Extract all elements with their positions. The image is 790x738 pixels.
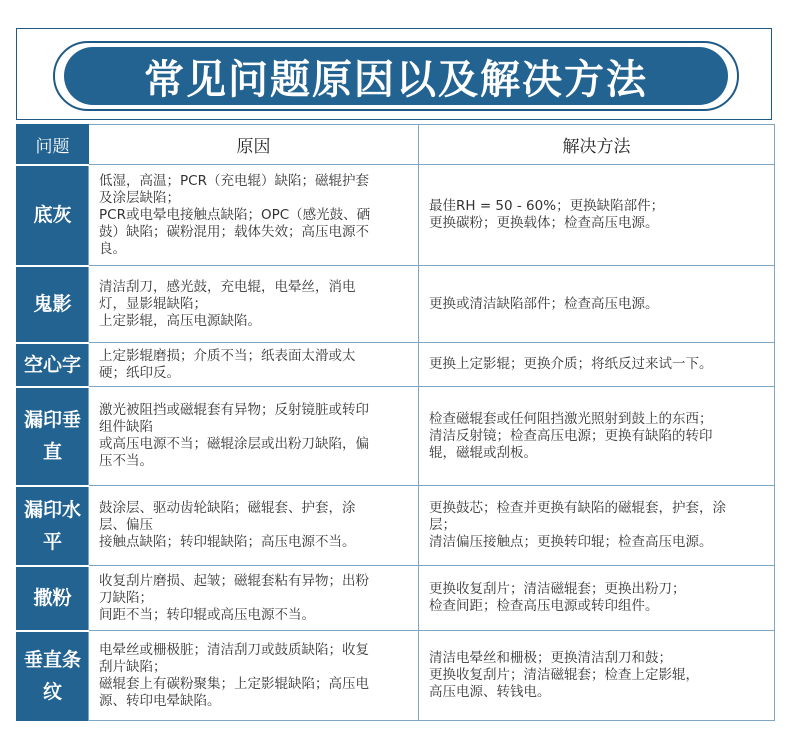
solution-cell-line: 更换鼓芯；检查并更换有缺陷的磁辊套，护套，涂	[429, 500, 726, 516]
problem-label-line: 垂直	[23, 649, 62, 671]
cause-cell-line: 灯，显影辊缺陷；	[99, 295, 207, 312]
table-row	[17, 165, 775, 266]
cause-cell-line: 及涂层缺陷；	[99, 189, 180, 206]
solution-cell-line: 更换收复刮片；清洁磁辊套；检查上定影辊，	[429, 667, 699, 683]
table-row	[17, 631, 775, 721]
table-row	[17, 566, 775, 631]
solution-cell-line: 检查间距；检查高压电源或转印组件。	[429, 598, 659, 614]
problem-label-line: 水平	[42, 498, 82, 553]
solution-cell-line: 最佳RH = 50 - 60%；更换缺陷部件；	[429, 198, 665, 214]
cause-cell-line: PCR或电晕电接触点缺陷；OPC（感光鼓、硒	[99, 206, 371, 223]
problem-label-line: 空心字	[23, 353, 81, 376]
solution-cell	[419, 566, 775, 631]
problem-label	[17, 165, 89, 266]
problem-label-line: 漏印	[23, 498, 62, 521]
problem-label	[17, 566, 89, 631]
cause-cell	[89, 486, 419, 566]
cause-cell-line: 刮片缺陷；	[99, 658, 167, 675]
solution-cell-line: 清洁电晕丝和栅极；更换清洁刮刀和鼓；	[429, 650, 672, 666]
cause-cell	[89, 266, 419, 343]
cause-cell-line: 组件缺陷	[99, 419, 153, 435]
header-cause: 原因	[89, 125, 419, 165]
solution-cell-line: 检查磁辊套或任何阻挡激光照射到鼓上的东西；	[429, 410, 713, 427]
cause-cell-line: 或高压电源不当；磁辊涂层或出粉刀缺陷，偏	[99, 436, 369, 452]
solution-cell-line: 更换碳粉；更换载体；检查高压电源。	[429, 215, 659, 231]
problem-label-line: 垂直	[42, 409, 82, 463]
cause-cell-line: 上定影辊磨损；介质不当；纸表面太滑或太	[99, 347, 356, 364]
problem-label-line: 底灰	[33, 204, 72, 226]
cause-cell-line: 收复刮片磨损、起皱；磁辊套粘有异物；出粉	[99, 572, 369, 589]
problem-label	[17, 266, 89, 343]
header-problem: 问题	[17, 125, 89, 165]
cause-cell-line: 良。	[99, 240, 126, 257]
solution-cell-line: 更换或清洁缺陷部件；检查高压电源。	[429, 295, 659, 312]
table-row	[17, 387, 775, 486]
solution-cell	[419, 165, 775, 266]
solution-cell-line: 清洁偏压接触点；更换转印辊；检查高压电源。	[429, 534, 713, 550]
cause-cell-line: 压不当。	[99, 453, 153, 469]
solution-cell-line: 清洁反射镜；检查高压电源；更换有缺陷的转印	[429, 427, 713, 444]
solution-cell	[419, 266, 775, 343]
table-row	[17, 486, 775, 566]
cause-cell-line: 层、偏压	[99, 517, 153, 533]
cause-cell-line: 上定影辊，高压电源缺陷。	[99, 312, 261, 329]
problem-label	[17, 387, 89, 486]
cause-cell	[89, 566, 419, 631]
cause-cell-line: 电晕丝或栅极脏；清洁刮刀或鼓质缺陷；收复	[99, 641, 369, 658]
problem-label	[17, 631, 89, 721]
cause-cell-line: 鼓涂层、驱动齿轮缺陷；磁辊套、护套，涂	[99, 500, 356, 516]
solution-cell-line: 层；	[429, 517, 456, 533]
problem-label-line: 条纹	[42, 649, 82, 703]
cause-cell-line: 间距不当；转印辊或高压电源不当。	[99, 606, 315, 623]
problem-label-line: 撒粉	[33, 587, 72, 609]
troubleshooting-table	[16, 124, 775, 721]
header-solution: 解决方法	[419, 125, 775, 165]
cause-cell-line: 鼓）缺陷；碳粉混用；载体失效；高压电源不	[99, 223, 369, 240]
solution-cell	[419, 387, 775, 486]
table-header-row	[17, 125, 775, 165]
solution-cell-line: 高压电源、转钱电。	[429, 684, 551, 700]
problem-label-line: 鬼影	[33, 293, 72, 315]
cause-cell	[89, 631, 419, 721]
cause-cell-line: 刀缺陷；	[99, 589, 153, 606]
page-title: 常见问题原因以及解决方法	[144, 56, 648, 103]
title-banner	[64, 47, 728, 105]
solution-cell	[419, 486, 775, 566]
solution-cell-line: 更换上定影辊；更换介质；将纸反过来试一下。	[429, 356, 713, 372]
cause-cell-line: 低湿，高温；PCR（充电辊）缺陷；磁辊护套	[99, 172, 369, 189]
cause-cell	[89, 165, 419, 266]
solution-cell	[419, 631, 775, 721]
cause-cell	[89, 387, 419, 486]
cause-cell-line: 清洁刮刀，感光鼓，充电辊，电晕丝，消电	[99, 278, 356, 295]
problem-label	[17, 343, 89, 387]
table-row	[17, 266, 775, 343]
problem-label-line: 漏印	[23, 409, 62, 431]
cause-cell-line: 接触点缺陷；转印辊缺陷；高压电源不当。	[99, 534, 356, 550]
solution-cell	[419, 343, 775, 387]
cause-cell-line: 源、转印电晕缺陷。	[99, 692, 221, 709]
solution-cell-line: 辊，磁辊或刮板。	[429, 444, 537, 461]
solution-cell-line: 更换收复刮片；清洁磁辊套；更换出粉刀；	[429, 581, 686, 597]
cause-cell	[89, 343, 419, 387]
problem-label	[17, 486, 89, 566]
cause-cell-line: 激光被阻挡或磁辊套有异物；反射镜脏或转印	[99, 402, 369, 418]
table-row	[17, 343, 775, 387]
cause-cell-line: 磁辊套上有碳粉聚集；上定影辊缺陷；高压电	[99, 675, 369, 692]
cause-cell-line: 硬；纸印反。	[99, 364, 180, 381]
